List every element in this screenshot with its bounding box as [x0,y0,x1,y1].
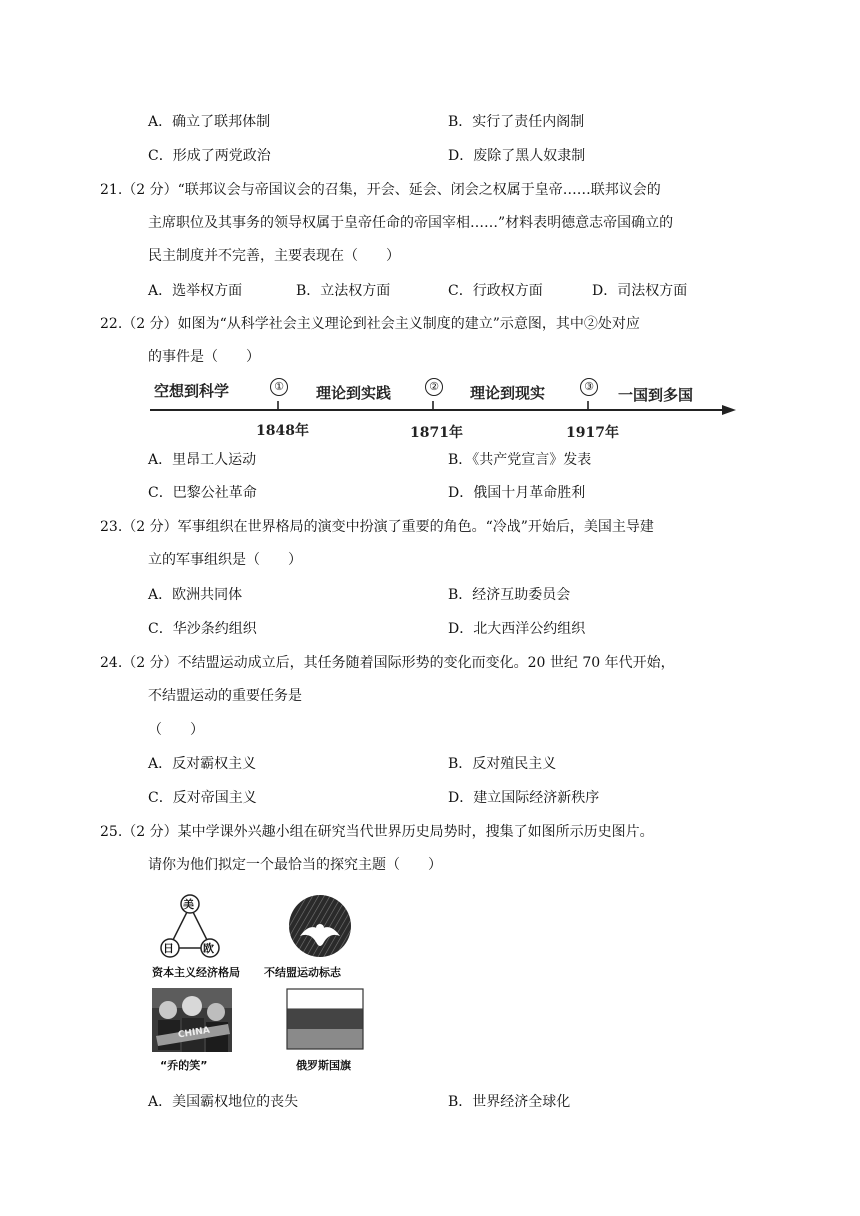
q22-option-c[interactable]: C．巴黎公社革命 [148,485,257,501]
q21-option-c[interactable]: C．行政权方面 [448,283,543,299]
caption-joe-smile: “乔的笑” [160,1059,208,1072]
q21-stem-line-3: 民主制度并不完善，主要表现在（ ） [148,248,400,264]
q24-stem-line-1: 24.（2 分）不结盟运动成立后，其任务随着国际形势的变化而变化。20 世纪 70 年代开始， [100,655,675,671]
q20-option-c[interactable]: C．形成了两党政治 [148,148,271,164]
q24-option-b[interactable]: B．反对殖民主义 [448,756,557,772]
q23-stem-line-2: 立的军事组织是（ ） [148,552,302,568]
q22-timeline-figure [148,372,738,444]
timeline-marker-1: ① [270,378,288,396]
q21-option-a[interactable]: A．选举权方面 [148,283,243,299]
russia-flag-icon [286,988,364,1050]
q23-stem-line-1: 23.（2 分）军事组织在世界格局的演变中扮演了重要的角色。“冷战”开始后，美国主导建 [100,519,654,535]
timeline-segment-utopia-to-science: 空想到科学 [154,382,230,400]
timeline-marker-3: ③ [580,378,598,396]
q23-option-b[interactable]: B．经济互助委员会 [448,587,571,603]
q24-option-d[interactable]: D．建立国际经济新秩序 [448,790,600,806]
caption-nam-logo: 不结盟运动标志 [264,966,341,979]
q20-option-d[interactable]: D．废除了黑人奴隶制 [448,148,586,164]
triangle-node-japan: 日 [163,942,174,955]
caption-russia-flag: 俄罗斯国旗 [296,1059,351,1072]
timeline-segment-theory-to-reality: 理论到现实 [470,384,546,402]
q24-option-a[interactable]: A．反对霸权主义 [148,756,257,772]
q22-option-d[interactable]: D．俄国十月革命胜利 [448,485,586,501]
q25-image-photo [152,988,232,1052]
timeline-segment-one-to-many: 一国到多国 [618,386,694,404]
caption-capitalist-pattern: 资本主义经济格局 [152,966,240,979]
non-aligned-logo-icon [280,892,360,964]
q25-image-nam-logo [280,892,360,964]
q21-option-b[interactable]: B．立法权方面 [296,283,391,299]
timeline-segment-theory-to-practice: 理论到实践 [316,384,392,402]
q24-option-c[interactable]: C．反对帝国主义 [148,790,257,806]
photo-crowd-image [152,988,232,1052]
q25-option-b[interactable]: B．世界经济全球化 [448,1094,571,1110]
q23-option-c[interactable]: C．华沙条约组织 [148,621,257,637]
triangle-node-europe: 欧 [203,942,214,955]
q21-option-d[interactable]: D．司法权方面 [592,283,688,299]
q23-option-a[interactable]: A．欧洲共同体 [148,587,243,603]
q25-option-a[interactable]: A．美国霸权地位的丧失 [148,1094,299,1110]
q22-stem-line-2: 的事件是（ ） [148,349,260,365]
q22-option-b[interactable]: B．《共产党宣言》发表 [448,452,592,468]
q22-option-a[interactable]: A．里昂工人运动 [148,452,257,468]
q20-option-a[interactable]: A．确立了联邦体制 [148,114,271,130]
q25-image-russia-flag [286,988,364,1050]
q21-stem-line-1: 21.（2 分）“联邦议会与帝国议会的召集，开会、延会、闭会之权属于皇帝……联邦议会的 [100,182,661,198]
timeline-year-1871: 1871年 [410,425,463,441]
timeline-year-1917: 1917年 [566,425,619,441]
q22-stem-line-1: 22.（2 分）如图为“从科学社会主义理论到社会主义制度的建立”示意图，其中②处对应 [100,316,640,332]
q25-stem-line-1: 25.（2 分）某中学课外兴趣小组在研究当代世界历史局势时，搜集了如图所示历史图片。 [100,824,654,840]
q25-image-triangle [152,892,262,962]
q21-stem-line-2: 主席职位及其事务的领导权属于皇帝任命的帝国宰相……”材料表明德意志帝国确立的 [148,215,674,231]
q24-stem-line-3: （ ） [148,722,204,738]
photo-banner-text: CHINA [177,1025,211,1041]
timeline-marker-2: ② [425,378,443,396]
q24-stem-line-2: 不结盟运动的重要任务是 [148,688,302,704]
triangle-node-us: 美 [183,898,194,911]
q20-option-b[interactable]: B．实行了责任内阁制 [448,114,585,130]
q25-stem-line-2: 请你为他们拟定一个最恰当的探究主题（ ） [148,857,442,873]
q23-option-d[interactable]: D．北大西洋公约组织 [448,621,586,637]
timeline-year-1848: 1848年 [256,423,309,439]
